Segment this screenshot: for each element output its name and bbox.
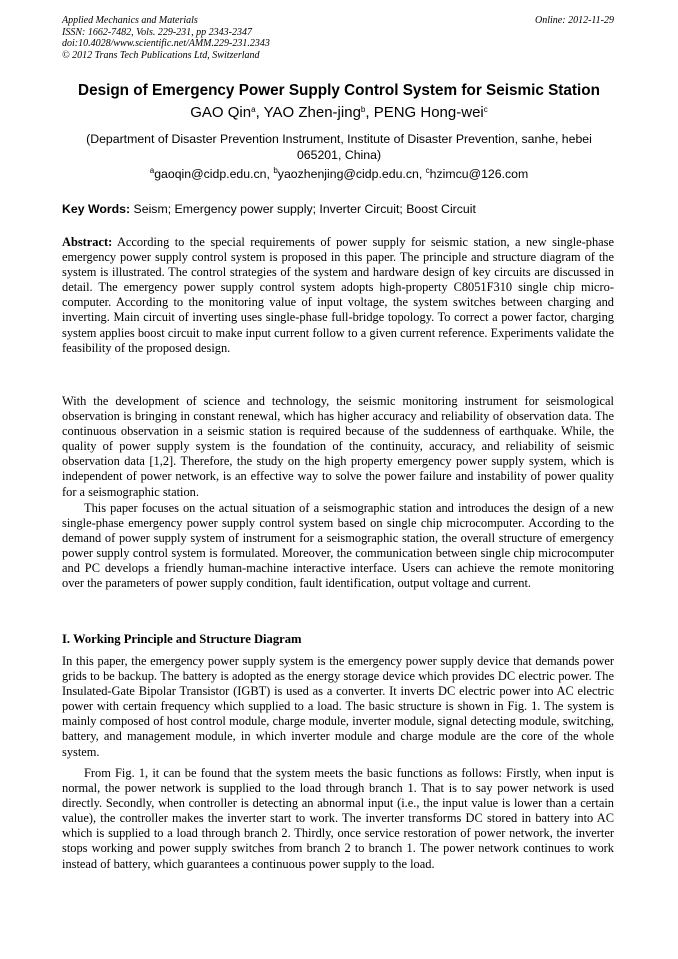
email-list [40, 167, 638, 181]
online-date: Online: 2012-11-29 [535, 15, 614, 26]
email-link[interactable]: gaoqin@cidp.edu.cn [154, 167, 267, 181]
email-sup: c [425, 166, 430, 175]
section1-paragraph-1: In this paper, the emergency power supply system is the emergency power supply device that demands power grids to be backup. The battery is adopted as the energy storage device which provides DC electric power. The Insulated-Gate Bipolar Transistor (IGBT) is used as a converter. It inverts DC electric power into AC electric power with certain frequency which supplied to a load. The basic structure is shown in Fig. 1. The system is mainly composed of host control module, charge module, inverter module, signal detecting module, switching, battery, and management module, in which inverter module and charge module are the core of the whole system. [62, 654, 614, 759]
section1-paragraph-2: From Fig. 1, it can be found that the system meets the basic functions as follows: Firstly, when input is normal, the power network is supplied to the load through branch 1. That is to say power network is used directly. Secondly, when controller is detecting an abnormal input (i.e., the input value is lower than a certain value), the controller makes the inverter start to work. The inverter transforms DC stored in battery into AC which is supplied to a load through branch 2. Thirdly, once service restoration of power network, the inverter stops working and power supply switches from branch 2 to branch 1. The power network continues to work instead of battery, which guarantees a continuous power supply to the load. [62, 766, 614, 871]
email-separator: , [418, 167, 426, 181]
abstract-text: According to the special requirements of power supply for seismic station, a new single-phase emergency power supply control system is proposed in this paper. The principle and structure diagram of the system is illustrated. The control strategies of the system and hardware design of key circuits are discussed in detail. The emergency power supply control system adopts high-property C8051F310 single chip micro-computer. According to the monitoring value of input voltage, the system switches between charging and inverting. Main circuit of inverting uses single-phase full-bridge topology. To correct a power factor, charging system applies boost circuit to make input current follow to a given current reference. Experiments validate the feasibility of the proposed design. [62, 235, 614, 355]
abstract-label: Abstract: [62, 235, 113, 249]
intro-paragraph-1: With the development of science and technology, the seismic monitoring instrument for seismological observation is bringing in constant renewal, which has higher accuracy and reliability of observation data. The continuous observation in a seismic station is required because of the suddenness of earthquake. While, the quality of power supply system is the foundation of the continuity, accuracy, and reliability of seismic observation data [1,2]. Therefore, the study on the high property emergency power supply system, which is independent of power network, is an effective way to solve the power failure and instability of power quality for a seismographic station. [62, 394, 614, 499]
keywords-text: Seism; Emergency power supply; Inverter Circuit; Boost Circuit [130, 202, 476, 216]
author-name: PENG Hong-wei [373, 104, 484, 121]
email-link[interactable]: yaozhenjing@cidp.edu.cn [277, 167, 419, 181]
journal-header [62, 15, 270, 61]
paper-title: Design of Emergency Power Supply Control System for Seismic Station [78, 82, 600, 99]
email-sup: a [149, 166, 155, 175]
email-sup: b [273, 166, 278, 175]
author-separator: , [255, 104, 264, 121]
email-link[interactable]: hzimcu@126.com [429, 167, 529, 181]
author-separator: , [365, 104, 374, 121]
affiliation: (Department of Disaster Prevention Instrument, Institute of Disaster Prevention, sanhe, hebei 065201, China) [86, 132, 592, 162]
keywords-label: Key Words: [62, 202, 131, 216]
journal-name: Applied Mechanics and Materials [62, 15, 198, 26]
abstract [62, 235, 614, 356]
copyright-line: © 2012 Trans Tech Publications Ltd, Switzerland [62, 49, 260, 61]
email-separator: , [266, 167, 274, 181]
keywords [62, 202, 616, 216]
section-heading: I. Working Principle and Structure Diagram [62, 632, 302, 646]
doi-line[interactable]: doi:10.4028/www.scientific.net/AMM.229-231.2343 [62, 38, 270, 49]
author-sup: b [360, 105, 366, 114]
author-name: YAO Zhen-jing [263, 104, 361, 121]
author-sup: a [251, 105, 256, 114]
author-list [40, 104, 638, 121]
intro-paragraph-2: This paper focuses on the actual situation of a seismographic station and introduces the design of a new single-phase emergency power supply control system based on single chip microcomputer. According to the demand of power supply system of instrument for a seismographic station, the overall structure of emergency power supply control system is formulated. Moreover, the communication between single chip microcomputer and PC develops a friendly human-machine interactive interface. Users can achieve the remote monitoring over the parameters of power supply condition, fault identification, output voltage and current. [62, 501, 614, 591]
issn-line: ISSN: 1662-7482, Vols. 229-231, pp 2343-2347 [62, 26, 252, 38]
author-name: GAO Qin [190, 104, 252, 121]
author-sup: c [483, 105, 488, 114]
